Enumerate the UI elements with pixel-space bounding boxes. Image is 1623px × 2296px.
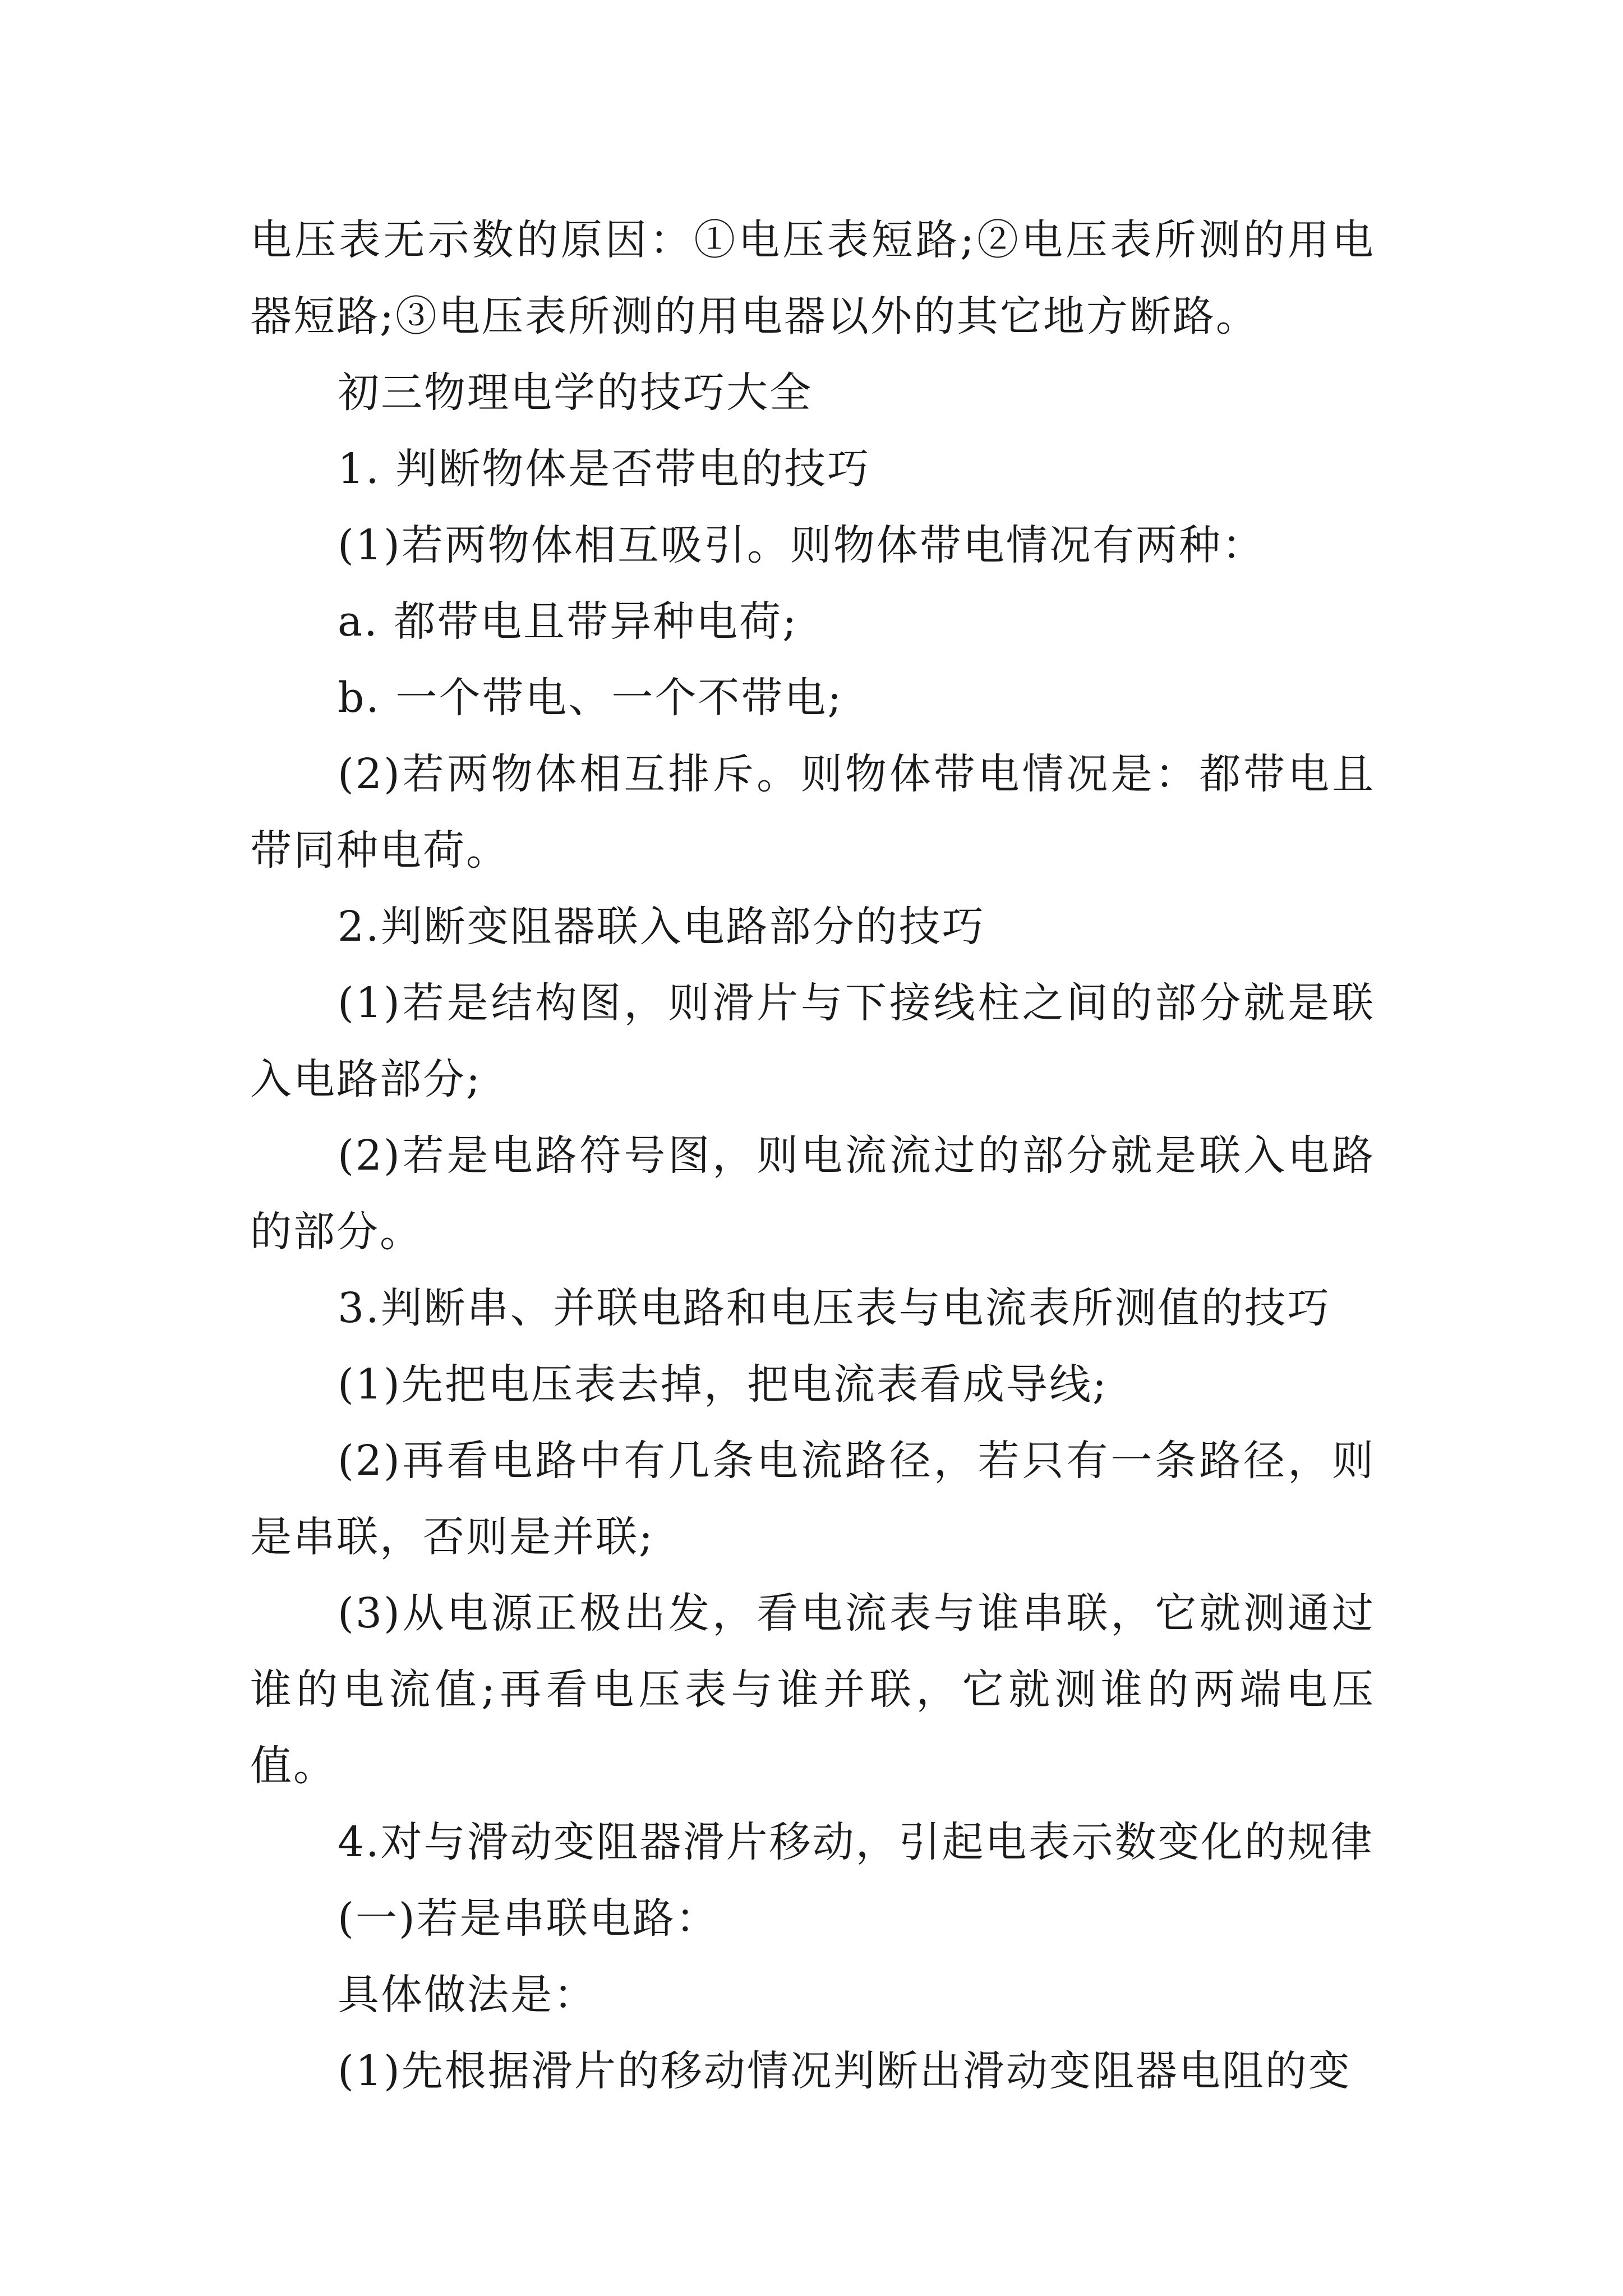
heading-rheostat: 2.判断变阻器联入电路部分的技巧: [338, 903, 985, 951]
paragraph-attract: (1)若两物体相互吸引。则物体带电情况有两种：: [338, 521, 1265, 569]
paragraph-step-1: (1)先根据滑片的移动情况判断出滑动变阻器电阻的变: [338, 2047, 1352, 2095]
heading-judge-charged: 1. 判断物体是否带电的技巧: [338, 445, 871, 493]
paragraph-remove-voltmeter: (1)先把电压表去掉，把电流表看成导线;: [338, 1360, 1108, 1409]
heading-slider-rule: 4.对与滑动变阻器滑片移动，引起电表示数变化的规律: [338, 1818, 1374, 1866]
heading-series-parallel: 3.判断串、并联电路和电压表与电流表所测值的技巧: [338, 1284, 1331, 1332]
paragraph-method: 具体做法是：: [338, 1971, 597, 2019]
paragraph-case-a: a. 都带电且带异种电荷;: [338, 597, 799, 646]
paragraph-voltmeter-no-reading: 电压表无示数的原因：①电压表短路;②电压表所测的用电器短路;③电压表所测的用电器以外的其它地方断路。: [250, 216, 1375, 341]
document-body: [250, 202, 1375, 2109]
paragraph-symbol-diagram: (2)若是电路符号图，则电流流过的部分就是联入电路的部分。: [250, 1131, 1375, 1256]
section-heading-tips: 初三物理电学的技巧大全: [338, 369, 813, 417]
paragraph-series-case: (一)若是串联电路：: [338, 1894, 719, 1943]
paragraph-structure-diagram: (1)若是结构图，则滑片与下接线柱之间的部分就是联入电路部分;: [250, 979, 1375, 1103]
paragraph-from-positive: (3)从电源正极出发，看电流表与谁串联，它就测通过谁的电流值;再看电压表与谁并联，它就测谁的两端电压值。: [250, 1589, 1375, 1790]
paragraph-case-b: b. 一个带电、一个不带电;: [338, 674, 843, 722]
paragraph-repel: (2)若两物体相互排斥。则物体带电情况是：都带电且带同种电荷。: [250, 750, 1375, 875]
paragraph-current-paths: (2)再看电路中有几条电流路径，若只有一条路径，则是串联，否则是并联;: [250, 1437, 1375, 1561]
